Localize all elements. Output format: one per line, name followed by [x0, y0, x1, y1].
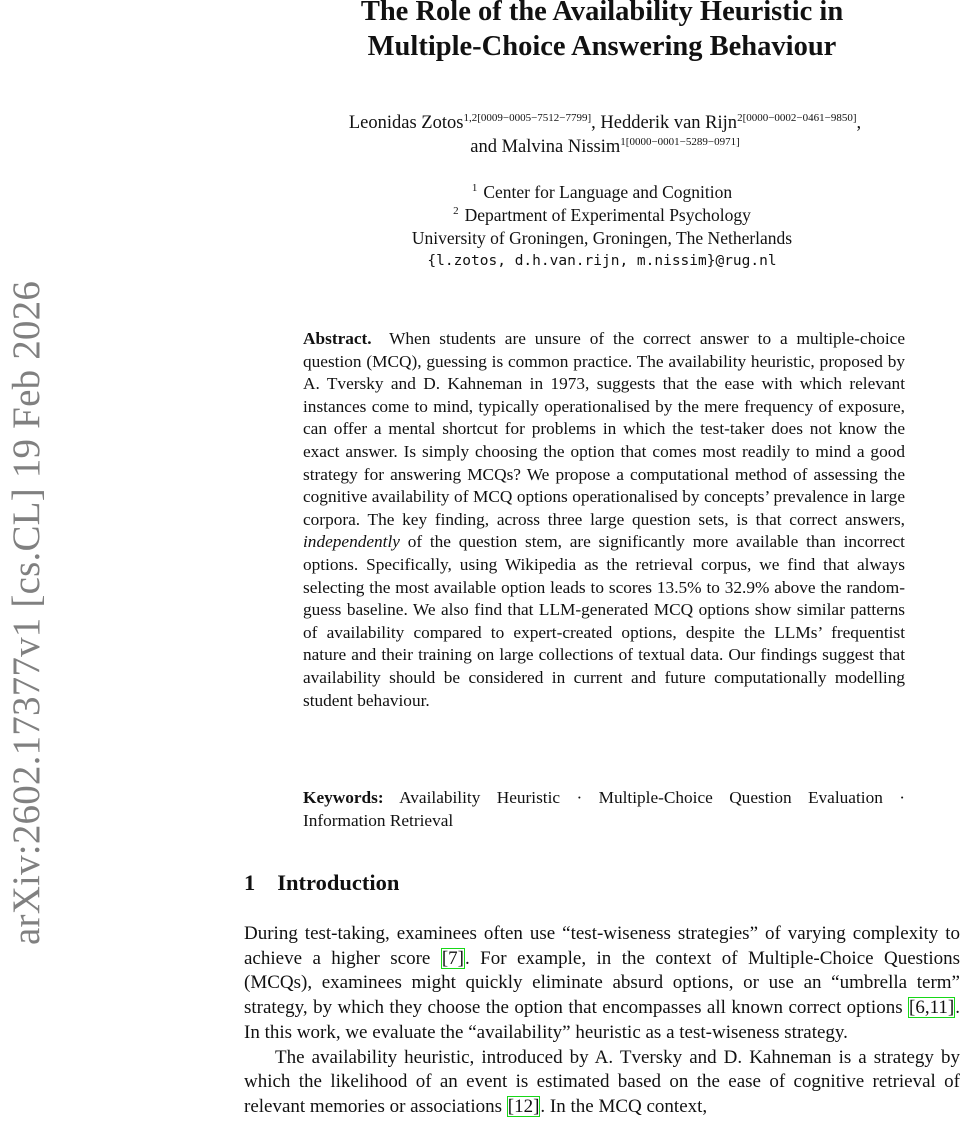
abstract-text-part-2: of the question stem, are significantly more available than incorrect options. Specifically, using Wikipedia as the retrieval corpus, we find that always selecting the most available option leads to scores 13.5% to 32.9% above the random-guess baseline. We also find that LLM-generated MCQ options show similar patterns of availability compared to expert-created options, despite the LLMs’ frequentist nature and their training on large collections of textual data. Our findings suggest that availability should be considered in current and future computationally modelling student behaviour. [303, 532, 905, 710]
author-affiliation-marks [620, 136, 739, 148]
intro-text: . For example, in the context of Multiple-Choice Questions (MCQs), examinees might quickly eliminate absurd options, or use an “umbrella term” strategy, by which they choose the option that encompasses all known correct options [244, 947, 960, 1019]
introduction-body [244, 922, 960, 1120]
intro-paragraph-2 [244, 1046, 960, 1120]
authors-line-2 [244, 135, 965, 159]
keywords-label: Keywords: [303, 788, 384, 807]
affiliation-number: 2 [453, 205, 459, 217]
abstract-text-part-1: When students are unsure of the correct answer to a multiple-choice question (MCQ), guessing is common practice. The availability heuristic, proposed by A. Tversky and D. Kahneman in 1973, suggests that the ease with which relevant instances come to mind, typically operationalised by the mere frequency of exposure, can offer a mental shortcut for problems in which the test-taker does not know the exact answer. Is simply choosing the option that comes most readily to mind a good strategy for answering MCQs? We propose a computational method of assessing the cognitive availability of MCQ options operationalised by concepts’ prevalence in large corpora. The key finding, across three large question sets, is that correct answers, [303, 329, 905, 529]
author-affiliation-marks [463, 112, 591, 124]
author-affil-number: 2 [737, 112, 743, 124]
abstract-emphasis: independently [303, 532, 400, 552]
citation-link[interactable]: [7] [441, 947, 464, 969]
author-orcid: [0000−0001−5289−0971] [625, 136, 740, 148]
authors-line-1 [244, 111, 965, 135]
keywords [303, 787, 905, 832]
affiliation-1 [244, 181, 960, 204]
author-separator: , [856, 113, 862, 133]
intro-text: The availability heuristic, introduced by A. Tversky and D. Kahneman is a strategy by which the likelihood of an event is estimated based on the ease of cognitive retrieval of relevant memories or associations [244, 1046, 960, 1117]
author-affiliation-marks [737, 112, 856, 124]
intro-paragraph-1 [244, 922, 960, 1046]
author-affil-number: 1,2 [463, 112, 478, 124]
author-name: Hedderik van Rijn [600, 113, 738, 133]
citation-link[interactable]: [6,11] [909, 997, 955, 1019]
affiliation-number: 1 [471, 182, 478, 194]
author-orcid: [0009−0005−7512−7799] [477, 112, 592, 124]
author-affil-number: 1 [620, 136, 626, 148]
author-name: Leonidas Zotos [348, 113, 464, 133]
intro-text: . In the MCQ context, [540, 1095, 708, 1117]
author-separator: , [591, 113, 601, 133]
section-heading-introduction [244, 870, 399, 896]
section-number: 1 [244, 870, 256, 895]
affiliation-text: Center for Language and Cognition [483, 182, 733, 202]
affiliation-2 [244, 204, 960, 227]
paper-title [244, 0, 960, 64]
arxiv-identifier-stamp: arXiv:2602.17377v1 [cs.CL] 19 Feb 2026 [5, 280, 48, 945]
title-line-2: Multiple-Choice Answering Behaviour [367, 31, 837, 62]
university-line: University of Groningen, Groningen, The Netherlands [411, 228, 793, 248]
affiliation-text: Department of Experimental Psychology [464, 205, 751, 225]
author-list [244, 111, 965, 159]
intro-text: . In this work, we evaluate the “availability” heuristic as a test-wiseness strategy. [244, 997, 960, 1043]
section-title: Introduction [277, 870, 400, 895]
keywords-text: Availability Heuristic · Multiple-Choice Question Evaluation · Information Retrieval [303, 788, 905, 830]
author-name: and Malvina Nissim [470, 137, 621, 157]
title-line-1: The Role of the Availability Heuristic in [360, 0, 844, 27]
abstract [303, 328, 905, 712]
affiliations [244, 181, 960, 273]
citation-link[interactable]: [12] [507, 1095, 540, 1117]
intro-text: During test-taking, examinees often use “test-wiseness strategies” of varying complexity to achieve a higher score [244, 923, 960, 969]
abstract-label: Abstract. [303, 329, 372, 348]
author-orcid: [0000−0002−0461−9850] [742, 112, 857, 124]
author-emails: {l.zotos, d.h.van.rijn, m.nissim}@rug.nl [427, 253, 777, 269]
